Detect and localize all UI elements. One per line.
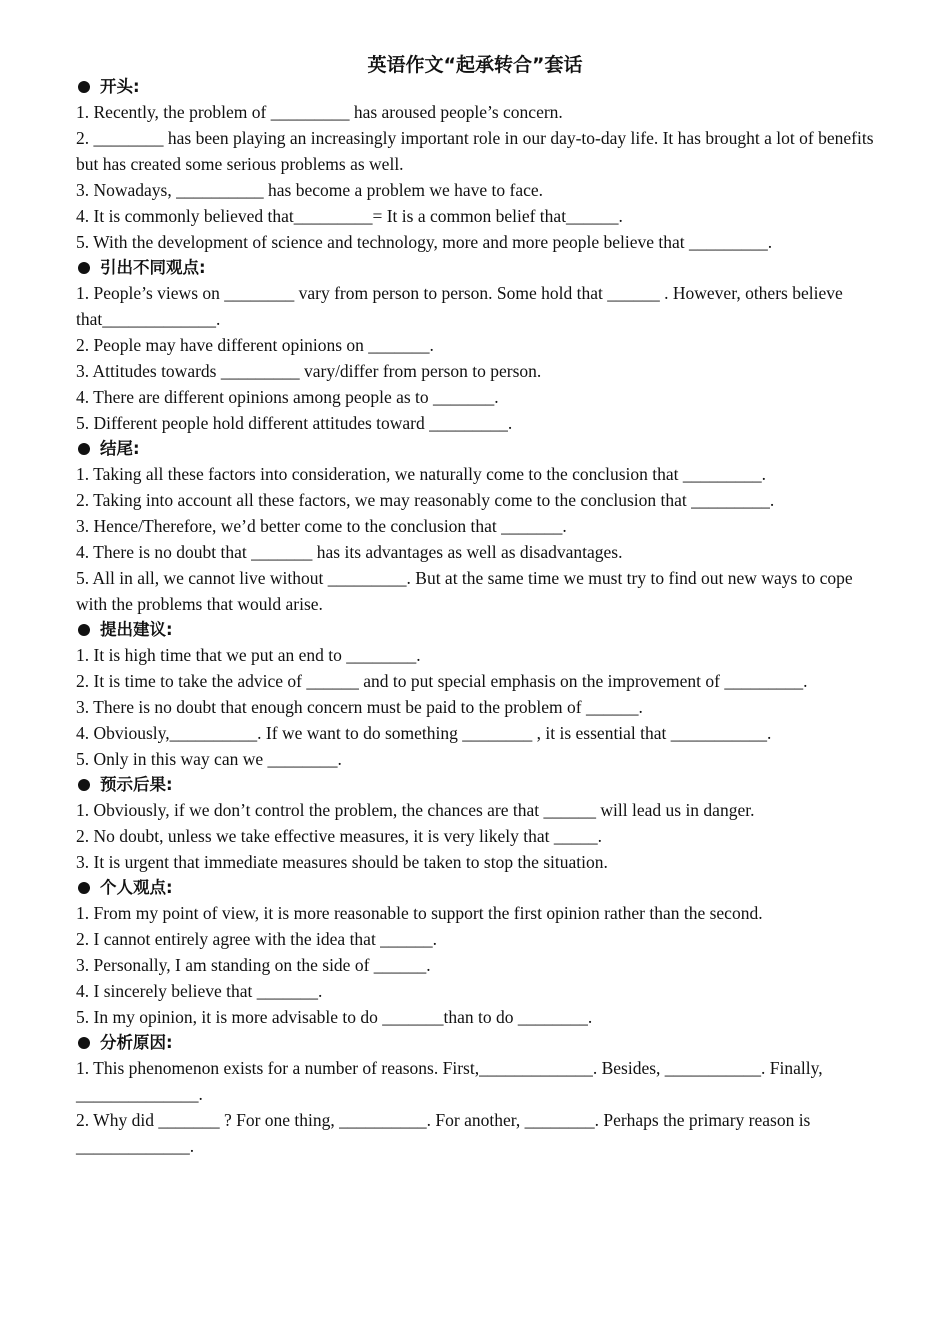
phrase-line: 2. ________ has been playing an increasingly important role in our day-to-day life. It has brought a lot of benefits but has created some serious problems as well. bbox=[76, 128, 874, 174]
section-heading-different-views bbox=[78, 255, 882, 280]
phrase-line: 3. It is urgent that immediate measures should be taken to stop the situation. bbox=[76, 852, 608, 872]
section-heading-suggestions bbox=[78, 617, 882, 642]
section-heading-personal-opinion bbox=[78, 875, 882, 900]
section-heading-conclusion bbox=[78, 436, 882, 461]
document-title: 英语作文“起承转合”套话 bbox=[367, 54, 583, 76]
section-heading-opening bbox=[78, 74, 882, 99]
section-heading-label: 个人观点: bbox=[100, 878, 173, 897]
section-heading-label: 结尾: bbox=[100, 439, 140, 458]
section-heading-label: 引出不同观点: bbox=[100, 258, 206, 277]
phrase-line: 1. Recently, the problem of _________ has aroused people’s concern. bbox=[76, 102, 563, 122]
bullet-icon bbox=[78, 81, 90, 93]
phrase-line: 5. Only in this way can we ________. bbox=[76, 749, 342, 769]
phrase-line: 5. Different people hold different attitudes toward _________. bbox=[76, 413, 513, 433]
phrase-line: 4. There are different opinions among people as to _______. bbox=[76, 387, 499, 407]
phrase-line: 5. With the development of science and technology, more and more people believe that _________. bbox=[76, 232, 773, 252]
phrase-line: 1. Taking all these factors into consideration, we naturally come to the conclusion that _________. bbox=[76, 464, 767, 484]
phrase-line: 3. Attitudes towards _________ vary/differ from person to person. bbox=[76, 361, 542, 381]
bullet-icon bbox=[78, 624, 90, 636]
section-heading-reasons bbox=[78, 1030, 882, 1055]
bullet-icon bbox=[78, 882, 90, 894]
phrase-line: 1. From my point of view, it is more reasonable to support the first opinion rather than the second. bbox=[76, 903, 763, 923]
phrase-line: 3. There is no doubt that enough concern must be paid to the problem of ______. bbox=[76, 697, 643, 717]
phrase-line: 1. People’s views on ________ vary from person to person. Some hold that ______ . However, others believe that_____________. bbox=[76, 283, 843, 329]
phrase-line: 5. In my opinion, it is more advisable to do _______than to do ________. bbox=[76, 1007, 593, 1027]
phrase-line: 2. I cannot entirely agree with the idea that ______. bbox=[76, 929, 438, 949]
section-heading-label: 分析原因: bbox=[100, 1033, 173, 1052]
bullet-icon bbox=[78, 262, 90, 274]
section-heading-label: 预示后果: bbox=[100, 775, 173, 794]
phrase-line: 3. Hence/Therefore, we’d better come to the conclusion that _______. bbox=[76, 516, 567, 536]
bullet-icon bbox=[78, 443, 90, 455]
phrase-line: 2. Taking into account all these factors, we may reasonably come to the conclusion that _________. bbox=[76, 490, 775, 510]
phrase-line: 2. It is time to take the advice of ______ and to put special emphasis on the improvement of _________. bbox=[76, 671, 808, 691]
phrase-line: 2. No doubt, unless we take effective measures, it is very likely that _____. bbox=[76, 826, 603, 846]
phrase-line: 4. There is no doubt that _______ has its advantages as well as disadvantages. bbox=[76, 542, 623, 562]
phrase-line: 1. This phenomenon exists for a number of reasons. First,_____________. Besides, ___________. Finally, ______________. bbox=[76, 1058, 823, 1104]
section-heading-label: 提出建议: bbox=[100, 620, 173, 639]
phrase-line: 2. People may have different opinions on _______. bbox=[76, 335, 434, 355]
section-heading-consequences bbox=[78, 772, 882, 797]
phrase-line: 1. It is high time that we put an end to ________. bbox=[76, 645, 421, 665]
phrase-line: 4. Obviously,__________. If we want to do something ________ , it is essential that ___________. bbox=[76, 723, 772, 743]
phrase-line: 4. I sincerely believe that _______. bbox=[76, 981, 323, 1001]
phrase-line: 1. Obviously, if we don’t control the problem, the chances are that ______ will lead us in danger. bbox=[76, 800, 755, 820]
phrase-line: 5. All in all, we cannot live without _________. But at the same time we must try to find out new ways to cope with the problems that would arise. bbox=[76, 568, 853, 614]
section-heading-label: 开头: bbox=[100, 77, 140, 96]
bullet-icon bbox=[78, 779, 90, 791]
phrase-line: 3. Nowadays, __________ has become a problem we have to face. bbox=[76, 180, 544, 200]
phrase-line: 3. Personally, I am standing on the side of ______. bbox=[76, 955, 431, 975]
phrase-line: 2. Why did _______ ? For one thing, __________. For another, ________. Perhaps the primary reason is _____________. bbox=[76, 1110, 811, 1156]
phrase-line: 4. It is commonly believed that_________= It is a common belief that______. bbox=[76, 206, 623, 226]
document-content bbox=[72, 74, 882, 1159]
bullet-icon bbox=[78, 1037, 90, 1049]
